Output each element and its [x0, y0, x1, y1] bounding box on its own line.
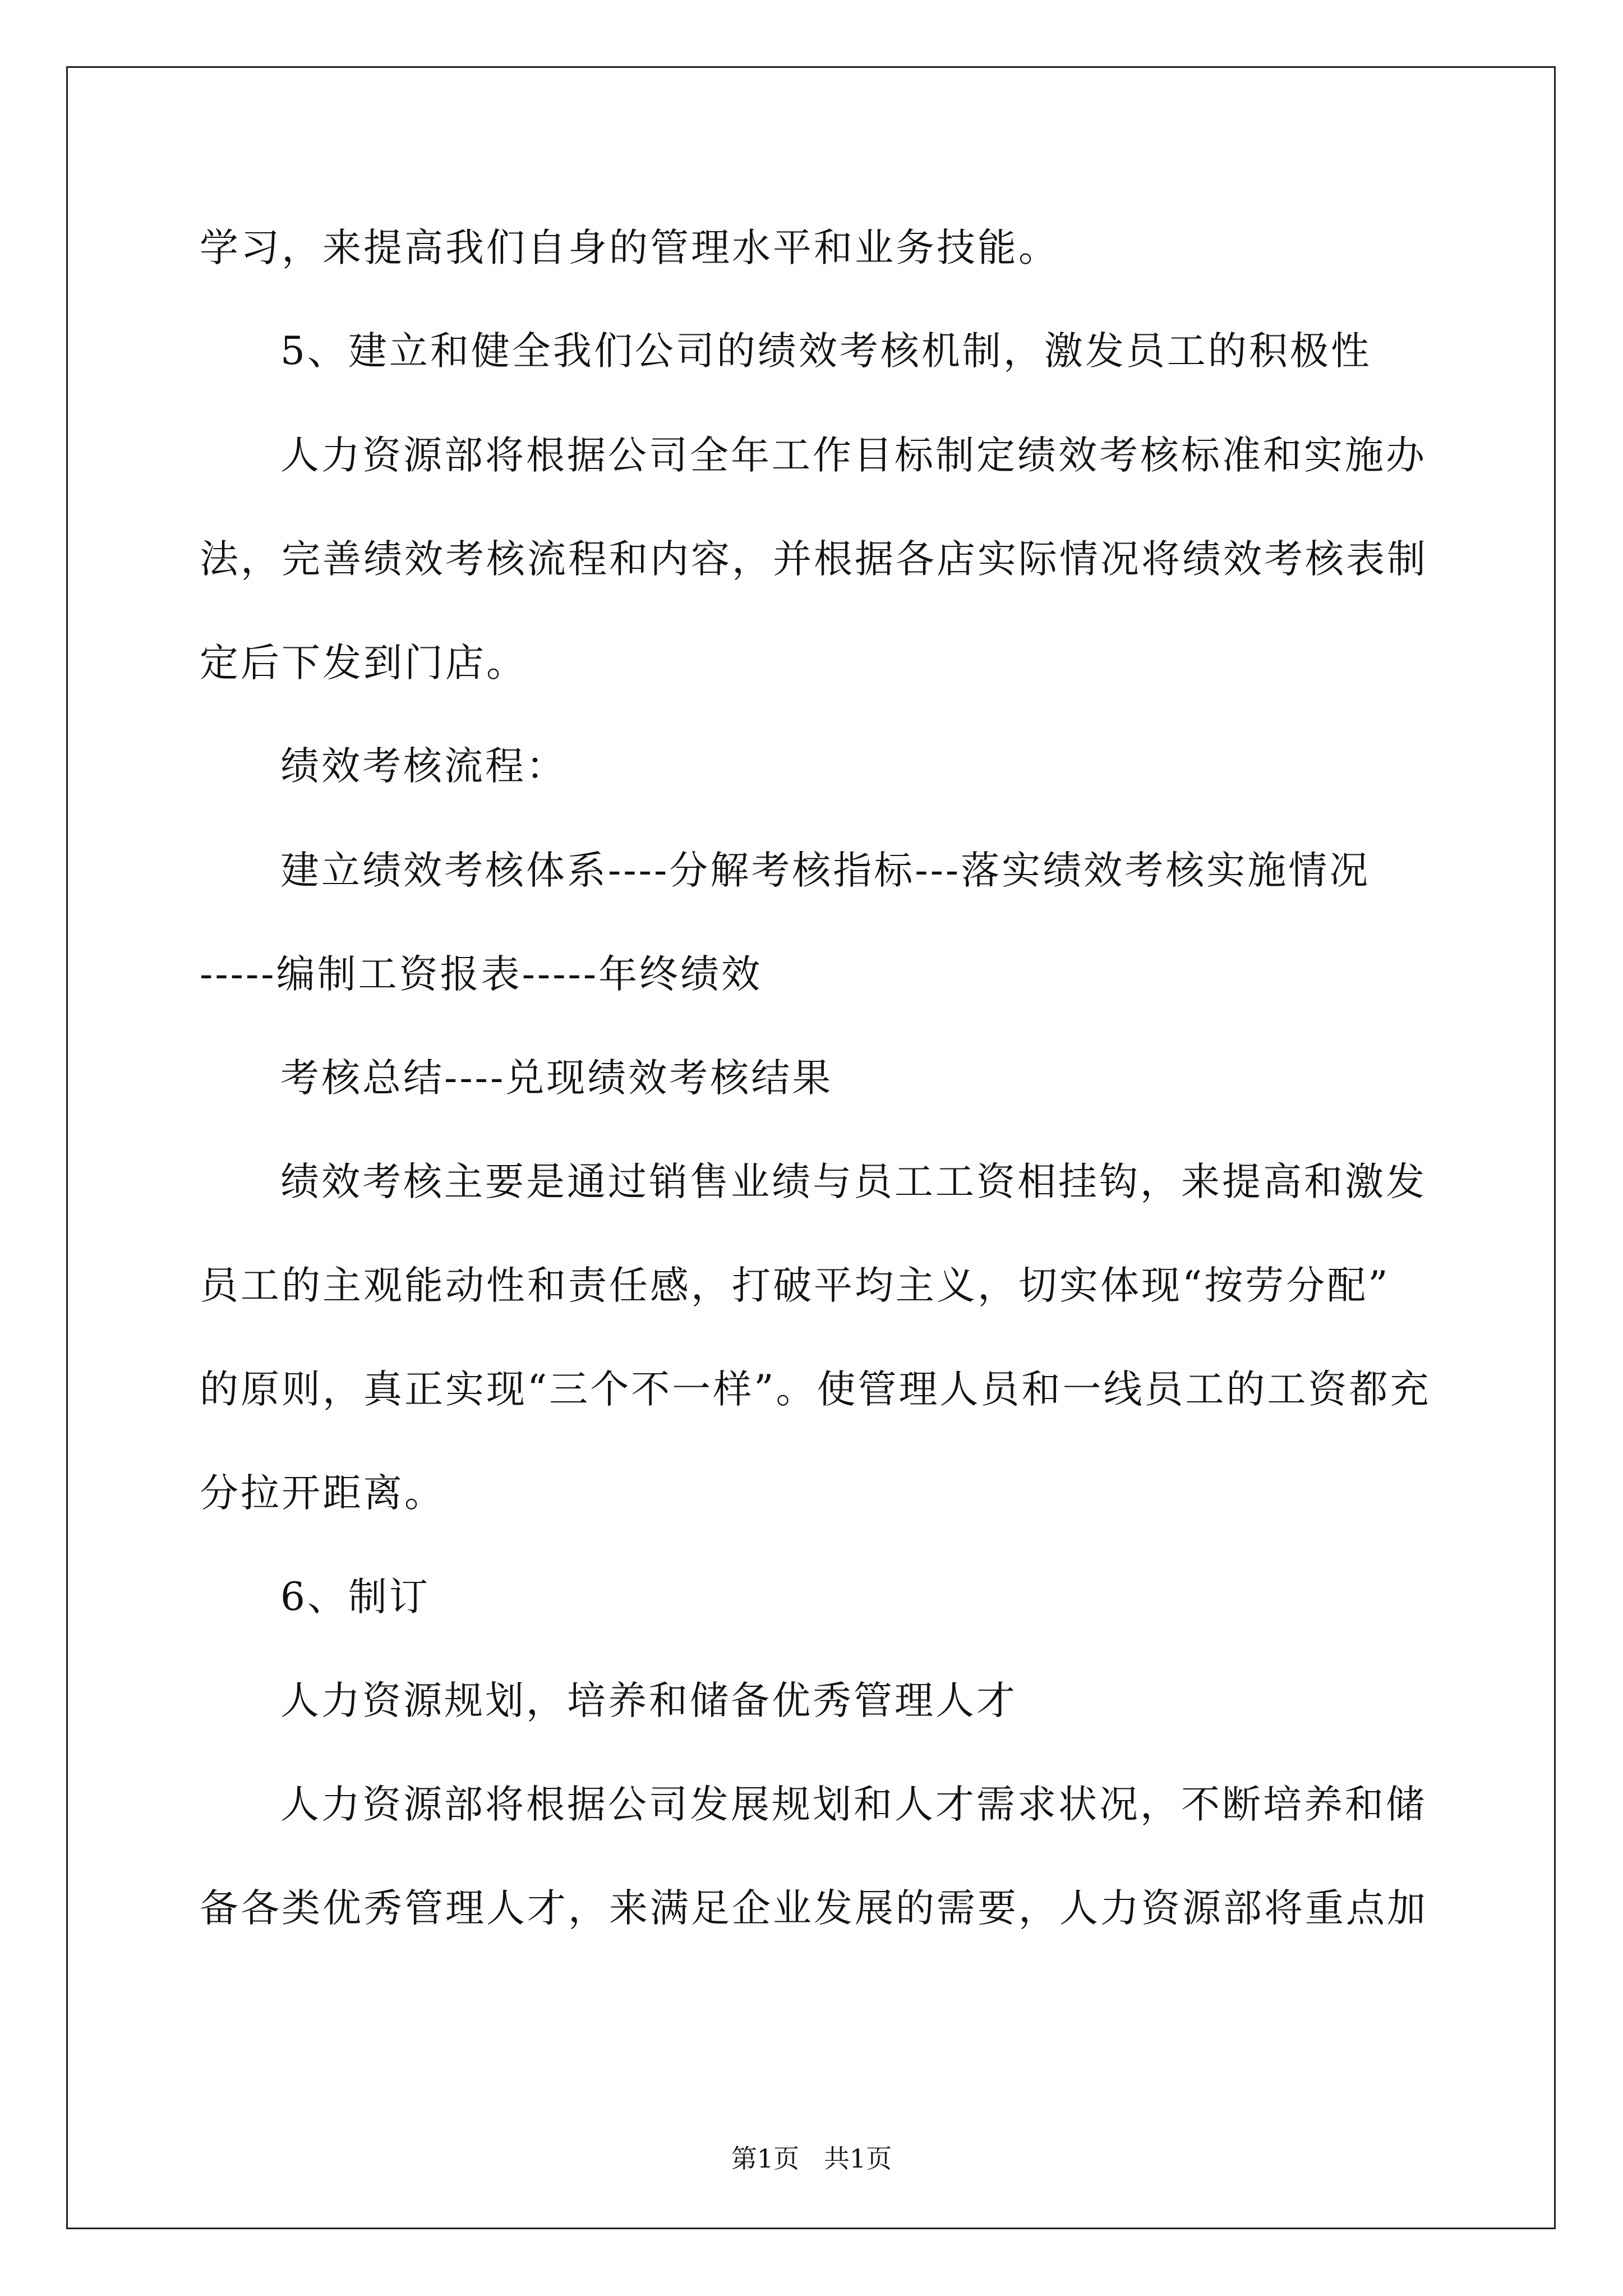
paragraph-line: 定后下发到门店。 — [200, 641, 527, 685]
paragraph-line: 人力资源部将根据公司发展规划和人才需求状况，不断培养和储 — [280, 1782, 1427, 1827]
paragraph-line: 法，完善绩效考核流程和内容，并根据各店实际情况将绩效考核表制 — [200, 537, 1428, 582]
paragraph-line: 学习，来提高我们自身的管理水平和业务技能。 — [200, 226, 1059, 270]
page-number: 第1页 共1页 — [731, 2143, 892, 2174]
paragraph-line: 分拉开距离。 — [200, 1471, 445, 1516]
paragraph-line: 人力资源部将根据公司全年工作目标制定绩效考核标准和实施办 — [280, 433, 1427, 478]
paragraph-line: -----编制工资报表-----年终绩效 — [200, 952, 763, 997]
paragraph-line: 绩效考核流程： — [280, 744, 567, 789]
paragraph-line: 人力资源规划，培养和储备优秀管理人才 — [280, 1678, 1017, 1723]
paragraph-line: 员工的主观能动性和责任感，打破平均主义，切实体现“按劳分配” — [200, 1263, 1390, 1308]
paragraph-line: 的原则，真正实现“三个不一样”。使管理人员和一线员工的工资都充 — [200, 1367, 1431, 1412]
paragraph-line: 建立绩效考核体系----分解考核指标---落实绩效考核实施情况 — [280, 848, 1371, 893]
paragraph-line: 绩效考核主要是通过销售业绩与员工工资相挂钩，来提高和激发 — [280, 1159, 1427, 1204]
paragraph-line: 备各类优秀管理人才，来满足企业发展的需要，人力资源部将重点加 — [200, 1886, 1428, 1931]
paragraph-line: 考核总结----兑现绩效考核结果 — [280, 1056, 833, 1101]
section-heading: 5、建立和健全我们公司的绩效考核机制，激发员工的积极性 — [280, 329, 1372, 374]
section-heading: 6、制订 — [280, 1575, 430, 1619]
